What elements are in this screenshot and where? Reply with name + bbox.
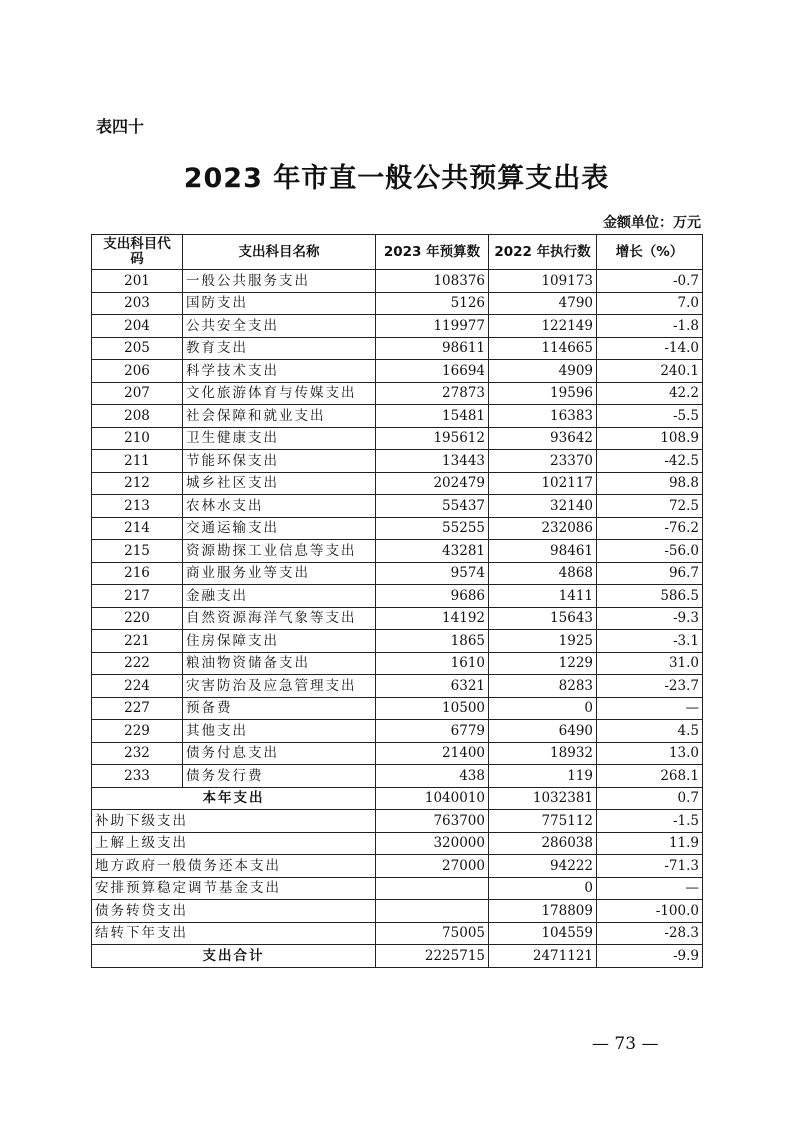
growth-cell: 96.7 — [597, 562, 703, 585]
extra-row-label: 上解上级支出 — [92, 832, 376, 855]
growth-cell: -28.3 — [597, 922, 703, 945]
code-cell: 233 — [92, 765, 183, 788]
table-label: 表四十 — [96, 117, 145, 136]
code-cell: 216 — [92, 562, 183, 585]
code-cell: 204 — [92, 315, 183, 338]
name-cell: 预备费 — [183, 697, 376, 720]
name-cell: 文化旅游体育与传媒支出 — [183, 382, 376, 405]
actual-2022-cell: 114665 — [489, 337, 597, 360]
growth-cell: 13.0 — [597, 742, 703, 765]
total-actual-2022: 2471121 — [489, 945, 597, 968]
column-header-budget-2023: 2023 年预算数 — [376, 235, 489, 270]
budget-2023-cell: 27000 — [376, 855, 489, 878]
budget-2023-cell — [376, 900, 489, 923]
name-cell: 农林水支出 — [183, 495, 376, 518]
growth-cell: -9.3 — [597, 607, 703, 630]
extra-row — [92, 855, 703, 878]
budget-2023-cell: 438 — [376, 765, 489, 788]
name-cell: 交通运输支出 — [183, 517, 376, 540]
code-cell: 211 — [92, 450, 183, 473]
table-row — [92, 607, 703, 630]
growth-cell: — — [597, 877, 703, 900]
growth-cell: 42.2 — [597, 382, 703, 405]
code-cell: 220 — [92, 607, 183, 630]
growth-cell: 108.9 — [597, 427, 703, 450]
actual-2022-cell: 286038 — [489, 832, 597, 855]
growth-cell: 11.9 — [597, 832, 703, 855]
extra-row-label: 安排预算稳定调节基金支出 — [92, 877, 376, 900]
table-row — [92, 720, 703, 743]
budget-2023-cell: 6321 — [376, 675, 489, 698]
name-cell: 资源勘探工业信息等支出 — [183, 540, 376, 563]
code-cell: 221 — [92, 630, 183, 653]
name-cell: 科学技术支出 — [183, 360, 376, 383]
extra-row-label: 债务转贷支出 — [92, 900, 376, 923]
growth-cell: -100.0 — [597, 900, 703, 923]
extra-row — [92, 922, 703, 945]
growth-cell: 586.5 — [597, 585, 703, 608]
table-row — [92, 742, 703, 765]
code-cell: 222 — [92, 652, 183, 675]
actual-2022-cell: 1411 — [489, 585, 597, 608]
column-header-name: 支出科目名称 — [183, 235, 376, 270]
actual-2022-cell: 16383 — [489, 405, 597, 428]
name-cell: 自然资源海洋气象等支出 — [183, 607, 376, 630]
extra-row — [92, 832, 703, 855]
actual-2022-cell: 119 — [489, 765, 597, 788]
subtotal-row — [92, 787, 703, 810]
actual-2022-cell: 94222 — [489, 855, 597, 878]
growth-cell: -1.5 — [597, 810, 703, 833]
extra-row-label: 补助下级支出 — [92, 810, 376, 833]
table-row — [92, 540, 703, 563]
budget-2023-cell: 202479 — [376, 472, 489, 495]
table-row — [92, 405, 703, 428]
growth-cell: -0.7 — [597, 270, 703, 293]
code-cell: 208 — [92, 405, 183, 428]
growth-cell: -23.7 — [597, 675, 703, 698]
actual-2022-cell: 4790 — [489, 292, 597, 315]
actual-2022-cell: 775112 — [489, 810, 597, 833]
subtotal-label: 本年支出 — [92, 787, 376, 810]
code-cell: 224 — [92, 675, 183, 698]
actual-2022-cell: 1229 — [489, 652, 597, 675]
actual-2022-cell: 93642 — [489, 427, 597, 450]
total-growth: -9.9 — [597, 945, 703, 968]
name-cell: 社会保障和就业支出 — [183, 405, 376, 428]
budget-2023-cell: 98611 — [376, 337, 489, 360]
name-cell: 商业服务业等支出 — [183, 562, 376, 585]
extra-row — [92, 877, 703, 900]
budget-2023-cell: 27873 — [376, 382, 489, 405]
total-budget-2023: 2225715 — [376, 945, 489, 968]
table-row — [92, 495, 703, 518]
code-cell: 232 — [92, 742, 183, 765]
table-row — [92, 517, 703, 540]
growth-cell: 98.8 — [597, 472, 703, 495]
budget-2023-cell: 763700 — [376, 810, 489, 833]
name-cell: 公共安全支出 — [183, 315, 376, 338]
actual-2022-cell: 109173 — [489, 270, 597, 293]
actual-2022-cell: 0 — [489, 877, 597, 900]
actual-2022-cell: 4909 — [489, 360, 597, 383]
growth-cell: -14.0 — [597, 337, 703, 360]
document-title: 2023 年市直一般公共预算支出表 — [183, 163, 610, 194]
budget-2023-cell: 1865 — [376, 630, 489, 653]
code-cell: 207 — [92, 382, 183, 405]
budget-2023-cell: 6779 — [376, 720, 489, 743]
code-cell: 227 — [92, 697, 183, 720]
budget-2023-cell — [376, 877, 489, 900]
subtotal-budget-2023: 1040010 — [376, 787, 489, 810]
growth-cell: — — [597, 697, 703, 720]
budget-2023-cell: 5126 — [376, 292, 489, 315]
budget-2023-cell: 10500 — [376, 697, 489, 720]
budget-2023-cell: 9686 — [376, 585, 489, 608]
actual-2022-cell: 19596 — [489, 382, 597, 405]
table-row — [92, 765, 703, 788]
actual-2022-cell: 102117 — [489, 472, 597, 495]
budget-2023-cell: 1610 — [376, 652, 489, 675]
table-row — [92, 270, 703, 293]
name-cell: 城乡社区支出 — [183, 472, 376, 495]
growth-cell: -71.3 — [597, 855, 703, 878]
name-cell: 教育支出 — [183, 337, 376, 360]
extra-row-label: 地方政府一般债务还本支出 — [92, 855, 376, 878]
growth-cell: 240.1 — [597, 360, 703, 383]
name-cell: 节能环保支出 — [183, 450, 376, 473]
name-cell: 粮油物资储备支出 — [183, 652, 376, 675]
unit-note: 金额单位：万元 — [603, 215, 701, 231]
column-header-growth: 增长（%） — [597, 235, 703, 270]
code-cell: 213 — [92, 495, 183, 518]
name-cell: 一般公共服务支出 — [183, 270, 376, 293]
code-cell: 217 — [92, 585, 183, 608]
table-row — [92, 585, 703, 608]
table-row — [92, 292, 703, 315]
actual-2022-cell: 178809 — [489, 900, 597, 923]
growth-cell: 31.0 — [597, 652, 703, 675]
code-cell: 205 — [92, 337, 183, 360]
actual-2022-cell: 6490 — [489, 720, 597, 743]
budget-2023-cell: 9574 — [376, 562, 489, 585]
table-row — [92, 360, 703, 383]
table-row — [92, 562, 703, 585]
code-cell: 201 — [92, 270, 183, 293]
code-cell: 214 — [92, 517, 183, 540]
actual-2022-cell: 122149 — [489, 315, 597, 338]
budget-2023-cell: 14192 — [376, 607, 489, 630]
budget-2023-cell: 43281 — [376, 540, 489, 563]
actual-2022-cell: 232086 — [489, 517, 597, 540]
actual-2022-cell: 0 — [489, 697, 597, 720]
growth-cell: -1.8 — [597, 315, 703, 338]
table-row — [92, 450, 703, 473]
actual-2022-cell: 1925 — [489, 630, 597, 653]
budget-2023-cell: 16694 — [376, 360, 489, 383]
table-row — [92, 675, 703, 698]
code-cell: 206 — [92, 360, 183, 383]
growth-cell: -56.0 — [597, 540, 703, 563]
actual-2022-cell: 23370 — [489, 450, 597, 473]
actual-2022-cell: 98461 — [489, 540, 597, 563]
budget-2023-cell: 15481 — [376, 405, 489, 428]
growth-cell: -3.1 — [597, 630, 703, 653]
growth-cell: -42.5 — [597, 450, 703, 473]
code-cell: 203 — [92, 292, 183, 315]
code-cell: 212 — [92, 472, 183, 495]
table-row — [92, 382, 703, 405]
column-header-code: 支出科目代码 — [92, 235, 183, 270]
actual-2022-cell: 8283 — [489, 675, 597, 698]
growth-cell: 7.0 — [597, 292, 703, 315]
actual-2022-cell: 32140 — [489, 495, 597, 518]
name-cell: 住房保障支出 — [183, 630, 376, 653]
name-cell: 债务发行费 — [183, 765, 376, 788]
name-cell: 债务付息支出 — [183, 742, 376, 765]
growth-cell: -5.5 — [597, 405, 703, 428]
table-row — [92, 697, 703, 720]
budget-2023-cell: 320000 — [376, 832, 489, 855]
growth-cell: 72.5 — [597, 495, 703, 518]
extra-row — [92, 900, 703, 923]
budget-2023-cell: 13443 — [376, 450, 489, 473]
actual-2022-cell: 15643 — [489, 607, 597, 630]
page-number: — 73 — — [592, 1034, 659, 1054]
name-cell: 卫生健康支出 — [183, 427, 376, 450]
column-header-actual-2022: 2022 年执行数 — [489, 235, 597, 270]
growth-cell: 268.1 — [597, 765, 703, 788]
table-row — [92, 630, 703, 653]
name-cell: 灾害防治及应急管理支出 — [183, 675, 376, 698]
subtotal-actual-2022: 1032381 — [489, 787, 597, 810]
code-cell: 215 — [92, 540, 183, 563]
code-cell: 229 — [92, 720, 183, 743]
extra-row — [92, 810, 703, 833]
budget-2023-cell: 75005 — [376, 922, 489, 945]
table-row — [92, 427, 703, 450]
table-row — [92, 472, 703, 495]
budget-2023-cell: 108376 — [376, 270, 489, 293]
name-cell: 金融支出 — [183, 585, 376, 608]
table-header-row — [92, 235, 703, 270]
total-label: 支出合计 — [92, 945, 376, 968]
table-row — [92, 652, 703, 675]
budget-2023-cell: 55255 — [376, 517, 489, 540]
actual-2022-cell: 104559 — [489, 922, 597, 945]
actual-2022-cell: 4868 — [489, 562, 597, 585]
budget-2023-cell: 55437 — [376, 495, 489, 518]
budget-table — [91, 234, 703, 968]
budget-2023-cell: 195612 — [376, 427, 489, 450]
table-row — [92, 337, 703, 360]
code-cell: 210 — [92, 427, 183, 450]
total-row — [92, 945, 703, 968]
name-cell: 其他支出 — [183, 720, 376, 743]
table-row — [92, 315, 703, 338]
growth-cell: -76.2 — [597, 517, 703, 540]
growth-cell: 4.5 — [597, 720, 703, 743]
actual-2022-cell: 18932 — [489, 742, 597, 765]
budget-2023-cell: 119977 — [376, 315, 489, 338]
subtotal-growth: 0.7 — [597, 787, 703, 810]
budget-2023-cell: 21400 — [376, 742, 489, 765]
extra-row-label: 结转下年支出 — [92, 922, 376, 945]
name-cell: 国防支出 — [183, 292, 376, 315]
